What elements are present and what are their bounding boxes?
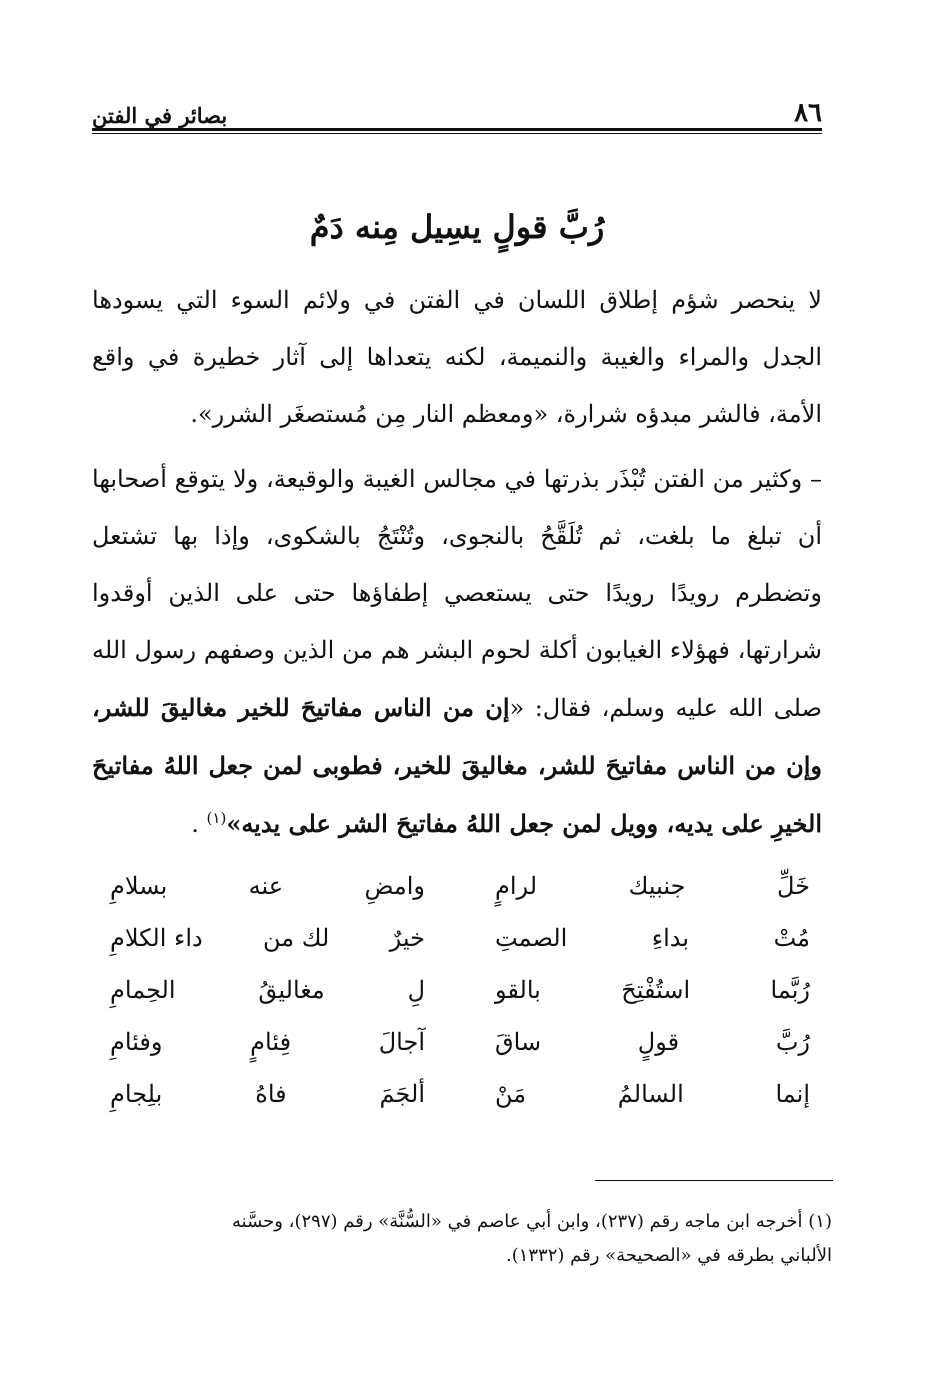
paragraph-1: لا ينحصر شؤم إطلاق اللسان في الفتن في ولائم السوء التي يسودها الجدل والمراء والغيبة والنميمة، لكنه يتعداها إلى آثار خطيرة في واقع الأمة، فالشر مبدؤه شرارة، «ومعظم النار مِن مُستصغَر الشرر». (92, 286, 822, 428)
poem-verse-2 (110, 912, 810, 964)
header-rule-thin (92, 133, 822, 134)
footnote-line-1: (١) أخرجه ابن ماجه رقم (٢٣٧)، وابن أبي عاصم في «السُّنَّة» رقم (٢٩٧)، وحسَّنه (232, 1211, 832, 1232)
verse-first-hemistich (495, 872, 810, 900)
poem-verse-3 (110, 964, 810, 1016)
verse-word: ساقَ (495, 1028, 542, 1056)
verse-word: فِئامٍ (250, 1028, 292, 1056)
verse-second-hemistich (110, 976, 425, 1004)
verse-word: مُتْ (773, 924, 810, 952)
footnote-reference: (١) (206, 809, 227, 827)
verse-second-hemistich (110, 872, 425, 900)
verse-word: داء الكلامِ (110, 924, 203, 952)
verse-word: آجالَ (378, 1028, 425, 1056)
verse-word: استُفْتِحَ (621, 976, 691, 1004)
verse-word: لِ (407, 976, 425, 1004)
running-title: بصائر في الفتن (92, 103, 228, 128)
verse-word: بسلامِ (110, 872, 168, 900)
verse-word: لك من (263, 924, 330, 952)
verse-first-hemistich (495, 1080, 810, 1108)
verse-word: عنه (248, 872, 284, 900)
body-text (92, 272, 822, 853)
verse-word: جنبيك (628, 872, 686, 900)
verse-word: بالقو (495, 976, 541, 1004)
footnote-separator (595, 1180, 833, 1181)
verse-word: خيرٌ (389, 924, 425, 952)
verse-word: لرامٍ (495, 872, 538, 900)
page-header (92, 88, 822, 128)
verse-first-hemistich (495, 976, 810, 1004)
verse-word: الصمتِ (495, 924, 568, 952)
verse-word: بداءِ (651, 924, 690, 952)
poem-verse-1 (110, 860, 810, 912)
verse-word: وامضِ (364, 872, 425, 900)
verse-word: السالمُ (617, 1080, 684, 1108)
paragraph-2-end: . (191, 810, 207, 838)
poem (110, 860, 810, 1120)
hadith-close: » (226, 809, 242, 838)
verse-word: رُبَّ (775, 1028, 810, 1056)
verse-second-hemistich (110, 1028, 425, 1056)
verse-word: وفئامِ (110, 1028, 163, 1056)
poem-verse-4 (110, 1016, 810, 1068)
page-number: ٨٦ (794, 98, 822, 128)
header-rule (92, 128, 822, 131)
verse-word: مغاليقُ (258, 976, 325, 1004)
paragraph-2-intro: – وكثير من الفتن تُبْذَر بذرتها في مجالس الغيبة والوقيعة، ولا يتوقع أصحابها أن تبلغ ما بلغت، ثم تُلَقَّحُ بالنجوى، وتُنْتَجُ بالشكوى، وإذا بها تشتعل وتضطرم رويدًا رويدًا حتى يستعصي إطفاؤها حتى على الذين أوقدوا شرارتها، فهؤلاء الغيابون أكلة لحوم البشر هم من الذين وصفهم رسول الله صلى الله عليه وسلم، فقال: « (92, 465, 823, 722)
verse-word: إنما (775, 1080, 810, 1108)
verse-word: الحِمامِ (110, 976, 176, 1004)
paragraph-2 (92, 451, 822, 853)
verse-word: قولٍ (637, 1028, 680, 1056)
verse-word: خَلِّ (776, 872, 810, 900)
verse-first-hemistich (495, 924, 810, 952)
section-title: رُبَّ قولٍ يسِيل مِنه دَمٌ (309, 208, 605, 246)
verse-word: فاهُ (255, 1080, 287, 1108)
verse-word: رُبَّما (770, 976, 810, 1004)
hadith-quote: إن من الناس مفاتيحَ للخير مغاليقَ للشر، وإن من الناس مفاتيحَ للشر، مغاليقَ للخير، فطوبى لمن جعل اللهُ مفاتيحَ الخيرِ على يديه، وويل لمن جعل اللهُ مفاتيحَ الشر على يديه (92, 693, 822, 838)
footnote-line-2: الألباني بطرقه في «الصحيحة» رقم (١٣٣٢). (505, 1245, 832, 1266)
verse-word: بلِجامِ (110, 1080, 163, 1108)
verse-second-hemistich (110, 1080, 425, 1108)
poem-verse-5 (110, 1068, 810, 1120)
verse-first-hemistich (495, 1028, 810, 1056)
verse-second-hemistich (110, 924, 425, 952)
verse-word: مَنْ (495, 1080, 527, 1108)
verse-word: ألجَمَ (379, 1080, 425, 1108)
footnote (92, 1205, 832, 1273)
